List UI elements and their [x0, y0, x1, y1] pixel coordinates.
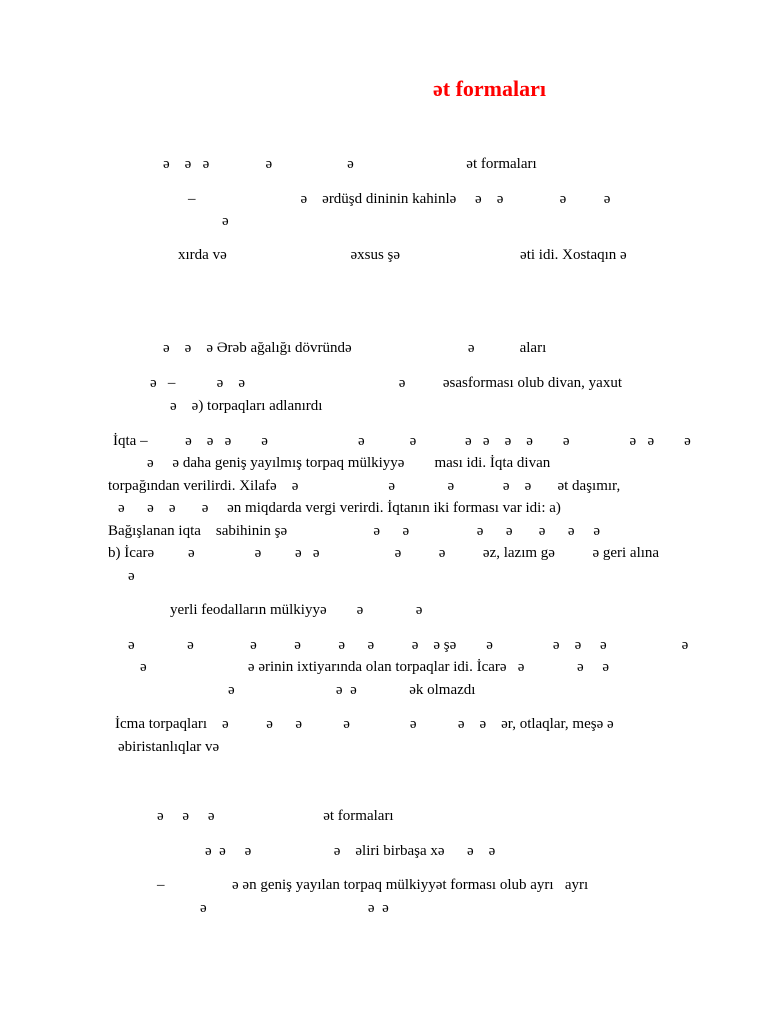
text-line: Bağışlanan iqta sabihinin şə ə ə ə ə ə ə ə — [108, 523, 600, 539]
text-line: ə ə ə — [200, 900, 389, 916]
text-line: İqta – ə ə ə ə ə ə ə ə ə ə ə ə ə ə — [113, 433, 691, 449]
text-line: ə ə) torpaqları adlanırdı — [170, 398, 323, 414]
text-line: İcma torpaqları ə ə ə ə ə ə ə ər, otlaqlar, meşə ə — [115, 716, 614, 732]
text-line: b) İcarə ə ə ə ə ə ə əz, lazım gə ə geri alına — [108, 545, 660, 561]
text-line: ə ə ə ək olmazdı — [228, 682, 476, 698]
text-line: xırda və əxsus şə əti idi. Xostaqın ə — [178, 247, 627, 263]
text-line: ə ə ərinin ixtiyarında olan torpaqlar idi. İcarə ə ə ə — [140, 659, 610, 675]
text-line: ə ə ə ə əliri birbaşa xə ə ə — [205, 843, 496, 859]
text-line: ə — [222, 213, 229, 229]
text-line: ə ə ə ət formaları — [157, 808, 394, 824]
text-line: ə — [128, 568, 135, 584]
text-line: ə ə ə Ərəb ağalığı dövründə ə aları — [163, 340, 547, 356]
text-line: yerli feodalların mülkiyyə ə ə — [170, 602, 423, 618]
text-line: ə ə ə ə ən miqdarda vergi verirdi. İqtanın iki forması var idi: a) — [118, 500, 561, 516]
text-line: ə – ə ə ə əsasforması olub divan, yaxut — [150, 375, 623, 391]
document-title: ət formaları — [433, 76, 546, 101]
text-line: – ə ən geniş yayılan torpaq mülkiyyət forması olub ayrı ayrı — [157, 877, 589, 893]
text-line: – ə ərdüşd dininin kahinlə ə ə ə ə — [188, 191, 611, 207]
text-line: ə ə ə ə ə ə ə ə şə ə ə ə ə ə — [128, 637, 689, 653]
text-line: ə ə ə ə ə ət formaları — [163, 156, 537, 172]
text-line: əbiristanlıqlar və — [118, 739, 220, 755]
text-line: torpağından verilirdi. Xilafə ə ə ə ə ə ət daşımır, — [108, 478, 621, 494]
text-line: ə ə daha geniş yayılmış torpaq mülkiyyə ması idi. İqta divan — [147, 455, 551, 471]
